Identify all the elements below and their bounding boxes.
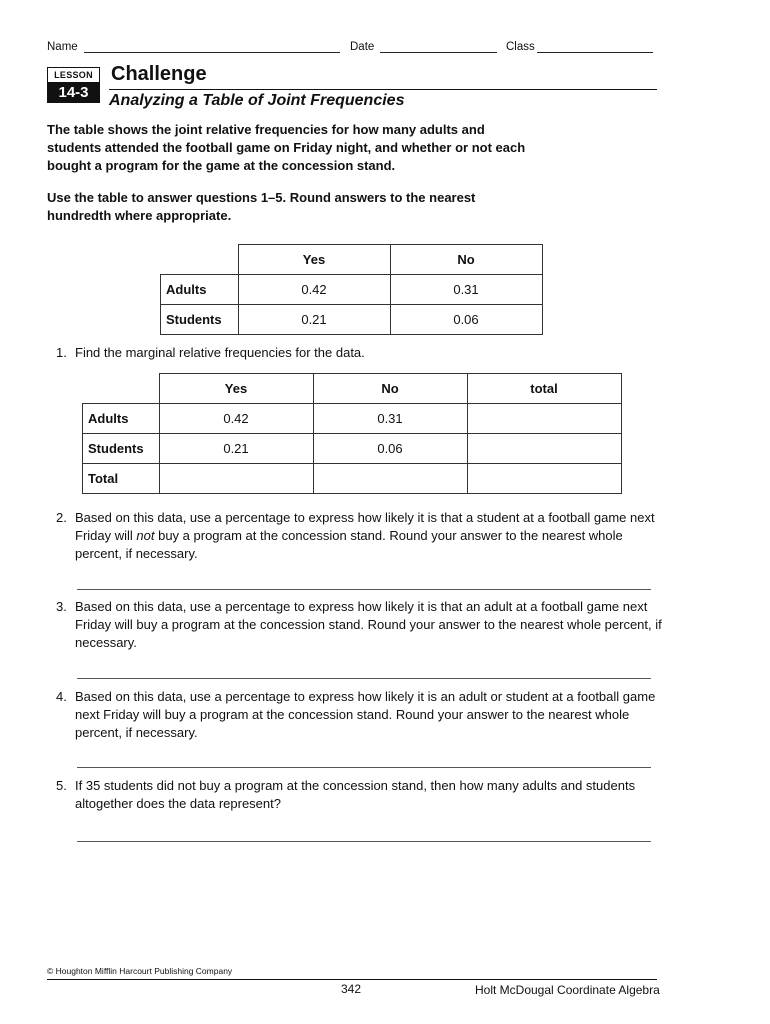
answer-line-4[interactable]	[77, 767, 651, 768]
page-subtitle: Analyzing a Table of Joint Frequencies	[109, 92, 405, 109]
table-row	[83, 404, 622, 434]
question-text: Based on this data, use a percentage to express how likely it is an adult or student at a football game next Friday will buy a program at the concession stand. Round your answer to the nearest whole percent, if necessary.	[75, 689, 656, 740]
class-label: Class	[506, 41, 535, 53]
joint-frequency-table	[160, 244, 543, 335]
question-text: Based on this data, use a percentage to express how likely it is that an adult at a football game next Friday will buy a program at the concession stand. Round your answer to the nearest whole percent, if necessary.	[75, 599, 662, 650]
table-row	[161, 275, 543, 305]
column-header-total: total	[467, 374, 621, 404]
column-header-no: No	[390, 245, 542, 275]
table-cell: 0.31	[313, 404, 467, 434]
question-3	[47, 598, 667, 652]
question-number: 1.	[56, 345, 67, 360]
table-header-row	[161, 245, 543, 275]
question-2	[47, 509, 667, 563]
intro-paragraph: The table shows the joint relative frequencies for how many adults and students attended the football game on Friday night, and whether or not each bought a program for the game at the concession stand.	[47, 122, 526, 173]
title-divider	[109, 89, 657, 90]
column-header-yes: Yes	[238, 245, 390, 275]
row-header-adults: Adults	[161, 275, 239, 305]
answer-cell[interactable]	[313, 464, 467, 494]
page-title: Challenge	[111, 63, 207, 85]
instructions-paragraph: Use the table to answer questions 1–5. Round answers to the nearest hundredth where appropriate.	[47, 190, 476, 223]
table-row	[161, 305, 543, 335]
lesson-badge	[47, 67, 100, 104]
question-number: 5.	[56, 778, 67, 793]
question-5	[47, 777, 667, 813]
answer-cell[interactable]	[159, 464, 313, 494]
lesson-number: 14-3	[47, 83, 100, 103]
table-corner	[83, 374, 160, 404]
date-field[interactable]	[380, 52, 497, 53]
question-number: 3.	[56, 599, 67, 614]
answer-cell[interactable]	[467, 434, 621, 464]
answer-line-3[interactable]	[77, 678, 651, 679]
footer-divider	[47, 979, 657, 980]
question-number: 4.	[56, 689, 67, 704]
row-header-students: Students	[161, 305, 239, 335]
table-cell: 0.21	[238, 305, 390, 335]
date-label: Date	[350, 41, 375, 53]
question-text: Find the marginal relative frequencies for the data.	[75, 345, 365, 360]
question-number: 2.	[56, 510, 67, 525]
answer-line-2[interactable]	[77, 589, 651, 590]
student-info-header	[47, 41, 657, 57]
table-cell: 0.06	[390, 305, 542, 335]
table-row	[83, 464, 622, 494]
copyright-notice: © Houghton Mifflin Harcourt Publishing Company	[47, 966, 233, 976]
table-row	[83, 434, 622, 464]
question-text: Based on this data, use a percentage to express how likely it is that a student at a football game next Friday will not buy a program at the concession stand. Round your answer to the nearest whole percent, if necessary.	[75, 510, 655, 561]
row-header-total: Total	[83, 464, 160, 494]
class-field[interactable]	[537, 52, 653, 53]
page-number: 342	[341, 982, 362, 996]
answer-cell[interactable]	[467, 464, 621, 494]
table-cell: 0.31	[390, 275, 542, 305]
question-text: If 35 students did not buy a program at the concession stand, then how many adults and students altogether does the data represent?	[75, 778, 636, 811]
table-cell: 0.21	[159, 434, 313, 464]
name-field[interactable]	[84, 52, 340, 53]
table-cell: 0.06	[313, 434, 467, 464]
book-title: Holt McDougal Coordinate Algebra	[475, 983, 660, 997]
row-header-adults: Adults	[83, 404, 160, 434]
table-cell: 0.42	[159, 404, 313, 434]
column-header-yes: Yes	[159, 374, 313, 404]
table-cell: 0.42	[238, 275, 390, 305]
question-4	[47, 688, 667, 742]
answer-cell[interactable]	[467, 404, 621, 434]
row-header-students: Students	[83, 434, 160, 464]
lesson-label: LESSON	[47, 67, 100, 83]
table-corner	[161, 245, 239, 275]
answer-line-5[interactable]	[77, 841, 651, 842]
column-header-no: No	[313, 374, 467, 404]
name-label: Name	[47, 41, 78, 53]
question-1	[47, 344, 667, 362]
marginal-frequency-table	[82, 373, 622, 494]
table-header-row	[83, 374, 622, 404]
